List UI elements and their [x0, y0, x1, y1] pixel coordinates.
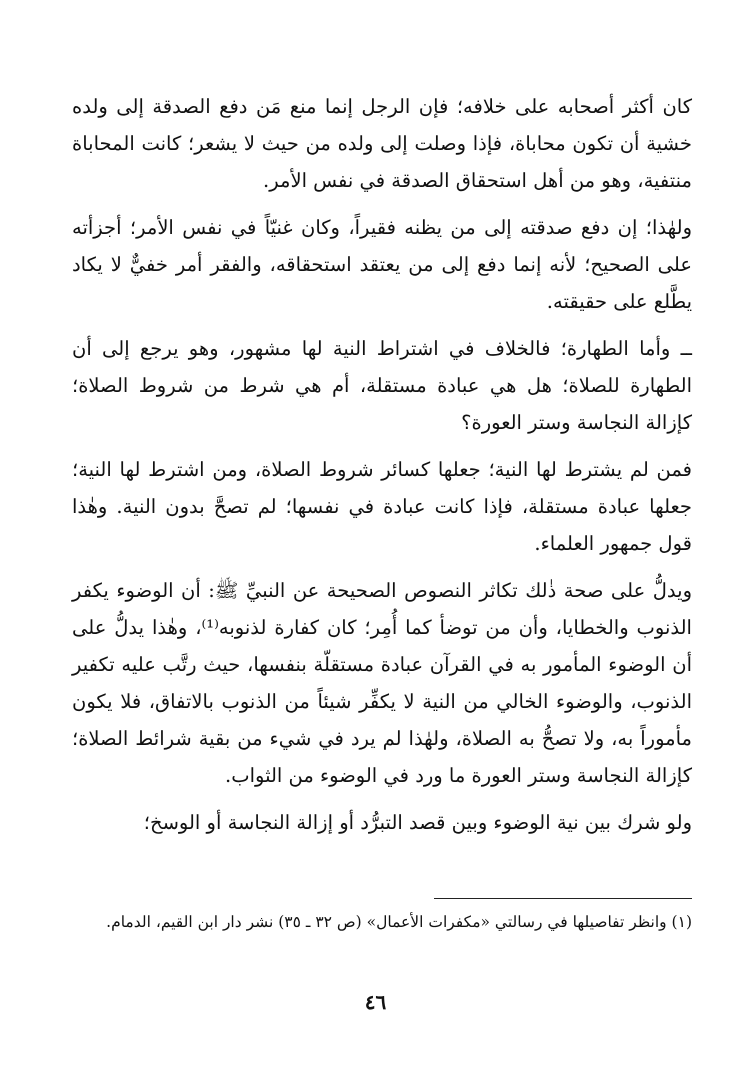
paragraph-4: فمن لم يشترط لها النية؛ جعلها كسائر شروط الصلاة، ومن اشترط لها النية؛ جعلها عبادة مستقلة، فإذا كانت عبادة في نفسها؛ لم تصحَّ بدون النية. وهٰذا قول جمهور العلماء. — [72, 458, 692, 555]
paragraph-1: كان أكثر أصحابه على خلافه؛ فإن الرجل إنما منع مَن دفع الصدقة إلى ولده خشية أن تكون محاباة، فإذا وصلت إلى ولده من حيث لا يشعر؛ كانت المحاباة منتفية، وهو من أهل استحقاق الصدقة في نفس الأمر. — [72, 95, 692, 192]
paragraph-3: ــ وأما الطهارة؛ فالخلاف في اشتراط النية لها مشهور، وهو يرجع إلى أن الطهارة للصلاة؛ هل هي عبادة مستقلة، أم هي شرط من شروط الصلاة؛ كإزالة النجاسة وستر العورة؟ — [72, 337, 692, 434]
footnote-divider — [434, 898, 692, 899]
main-text — [72, 88, 692, 851]
paragraph-5: ويدلُّ على صحة ذٰلك تكاثر النصوص الصحيحة عن النبيِّ ﷺ: أن الوضوء يكفر الذنوب والخطايا، وأن من توضأ كما أُمِر؛ كان كفارة لذنوبه⁽¹⁾، وهٰذا يدلُّ على أن الوضوء المأمور به في القرآن عبادة مستقلّة بنفسها، حيث رتَّب عليه تكفير الذنوب، والوضوء الخالي من النية لا يكفِّر شيئاً من الذنوب بالاتفاق، فلا يكون مأموراً به، ولا تصحُّ به الصلاة، ولهٰذا لم يرد في شيء من بقية شرائط الصلاة؛ كإزالة النجاسة وستر العورة ما ورد في الوضوء من الثواب. — [72, 579, 692, 787]
footnotes — [72, 906, 692, 939]
paragraph-2: ولهٰذا؛ إن دفع صدقته إلى من يظنه فقيراً، وكان غنيّاً في نفس الأمر؛ أجزأته على الصحيح؛ لأنه إنما دفع إلى من يعتقد استحقاقه، والفقر أمر خفيٌّ لا يكاد يطَّلع على حقيقته. — [72, 216, 692, 313]
page-number: ٤٦ — [364, 990, 387, 1014]
paragraph-6: ولو شرك بين نية الوضوء وبين قصد التبرُّد أو إزالة النجاسة أو الوسخ؛ — [143, 811, 692, 834]
footnote-1: (١) وانظر تفاصيلها في رسالتي «مكفرات الأعمال» (ص ٣٢ ـ ٣٥) نشر دار ابن القيم، الدمام. — [106, 913, 692, 931]
